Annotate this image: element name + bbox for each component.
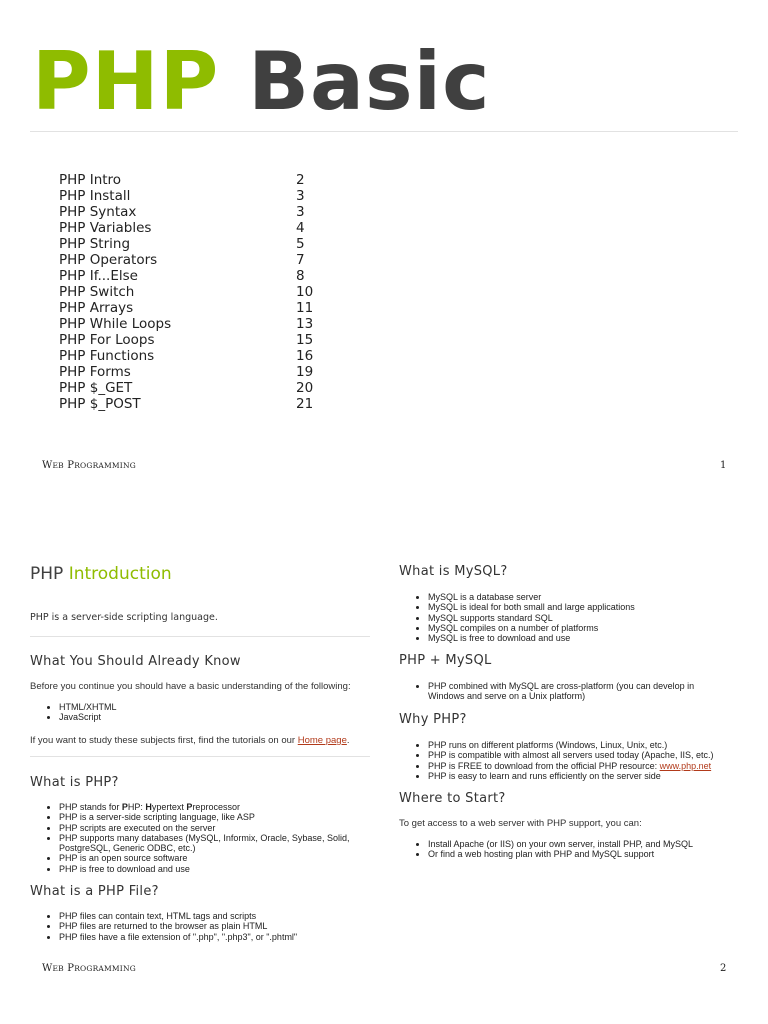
- study-text-line: [30, 735, 350, 746]
- text: PHP is FREE to download from the official PHP resource:: [428, 760, 660, 771]
- toc-title: PHP Variables: [59, 220, 152, 236]
- intro-heading: [30, 564, 172, 584]
- toc-row[interactable]: [59, 204, 339, 220]
- text: reprocessor: [192, 802, 240, 812]
- footer-p: P: [63, 460, 75, 471]
- section-divider: [30, 756, 370, 757]
- list-item: • PHP is free to download and use: [59, 864, 370, 874]
- page-number: 1: [720, 460, 727, 471]
- toc-page: 8: [296, 268, 305, 284]
- list-item: • MySQL is a database server: [428, 592, 739, 602]
- footer-p: P: [63, 963, 75, 974]
- page-1: [0, 0, 768, 500]
- toc-page: 15: [296, 332, 314, 348]
- bold-letter: H: [145, 802, 152, 812]
- list-item: • JavaScript: [59, 712, 117, 722]
- toc-row[interactable]: [59, 268, 339, 284]
- bold-letter: P: [186, 802, 193, 812]
- toc-title: PHP If...Else: [59, 268, 138, 284]
- toc-page: 11: [296, 300, 314, 316]
- list-item: • PHP is an open source software: [59, 853, 370, 863]
- toc-title: PHP Install: [59, 188, 131, 204]
- what-php-list: [30, 802, 370, 874]
- toc-title: PHP String: [59, 236, 131, 252]
- bold-letter: P: [121, 802, 128, 812]
- toc-row[interactable]: [59, 220, 339, 236]
- what-php-heading: What is PHP?: [30, 775, 119, 790]
- list-item: • MySQL compiles on a number of platforms: [428, 623, 739, 633]
- toc-page: 7: [296, 252, 305, 268]
- toc-row[interactable]: [59, 172, 339, 188]
- section-divider: [30, 636, 370, 637]
- toc-title: PHP Forms: [59, 364, 131, 380]
- toc-row[interactable]: [59, 396, 339, 412]
- intro-heading-php: PHP: [30, 564, 64, 584]
- toc-page: 21: [296, 396, 314, 412]
- toc-row[interactable]: [59, 364, 339, 380]
- footer-eb: EB: [52, 964, 64, 973]
- php-mysql-list: [399, 681, 719, 702]
- toc-row[interactable]: [59, 348, 339, 364]
- php-net-link[interactable]: www.php.net: [659, 760, 712, 771]
- footer-w: W: [42, 460, 53, 471]
- know-heading: What You Should Already Know: [30, 654, 241, 669]
- toc-row[interactable]: [59, 316, 339, 332]
- mysql-list: [399, 592, 739, 643]
- text: PHP stands for: [59, 802, 122, 812]
- list-item: • PHP runs on different platforms (Windows, Linux, Unix, etc.): [428, 740, 739, 750]
- list-item: • PHP is a server-side scripting language, like ASP: [59, 812, 370, 822]
- toc-page: 13: [296, 316, 314, 332]
- know-text: Before you continue you should have a basic understanding of the following:: [30, 681, 351, 692]
- text: HP:: [127, 802, 146, 812]
- page-footer: [42, 963, 136, 974]
- start-list: [399, 839, 739, 860]
- toc-row[interactable]: [59, 188, 339, 204]
- table-of-contents: [59, 172, 339, 412]
- toc-page: 5: [296, 236, 305, 252]
- toc-page: 3: [296, 188, 305, 204]
- start-text: To get access to a web server with PHP support, you can:: [399, 818, 642, 829]
- footer-rogramming: ROGRAMMING: [74, 964, 136, 973]
- list-item: • PHP supports many databases (MySQL, Informix, Oracle, Sybase, Solid, PostgreSQL, Generic ODBC, etc.): [59, 833, 370, 854]
- footer-eb: EB: [52, 461, 64, 470]
- study-period: .: [346, 735, 350, 746]
- list-item: • PHP scripts are executed on the server: [59, 823, 370, 833]
- toc-page: 20: [296, 380, 314, 396]
- toc-title: PHP Functions: [59, 348, 155, 364]
- toc-title: PHP Syntax: [59, 204, 137, 220]
- toc-title: PHP Intro: [59, 172, 122, 188]
- toc-page: 10: [296, 284, 314, 300]
- list-item: • MySQL is free to download and use: [428, 633, 739, 643]
- toc-page: 2: [296, 172, 305, 188]
- title-php: PHP: [32, 35, 220, 128]
- toc-title: PHP Operators: [59, 252, 158, 268]
- toc-row[interactable]: [59, 252, 339, 268]
- list-item: • PHP is compatible with almost all servers used today (Apache, IIS, etc.): [428, 750, 739, 760]
- intro-heading-introduction: Introduction: [68, 564, 172, 584]
- toc-title: PHP For Loops: [59, 332, 155, 348]
- list-item: • PHP is easy to learn and runs efficiently on the server side: [428, 771, 739, 781]
- toc-row[interactable]: [59, 284, 339, 300]
- why-php-heading: Why PHP?: [399, 712, 467, 727]
- php-file-heading: What is a PHP File?: [30, 884, 159, 899]
- list-item: [59, 802, 370, 812]
- intro-text: PHP is a server-side scripting language.: [30, 612, 218, 623]
- mysql-heading: What is MySQL?: [399, 564, 508, 579]
- toc-row[interactable]: [59, 380, 339, 396]
- title-divider: [30, 131, 738, 132]
- list-item: • MySQL supports standard SQL: [428, 613, 739, 623]
- list-item: • PHP combined with MySQL are cross-platform (you can develop in Windows and serve on a Unix platform): [428, 681, 719, 702]
- study-text: If you want to study these subjects first, find the tutorials on our: [30, 735, 296, 746]
- toc-page: 19: [296, 364, 314, 380]
- toc-title: PHP While Loops: [59, 316, 172, 332]
- page-2: [0, 500, 768, 1024]
- list-item: • PHP files can contain text, HTML tags and scripts: [59, 911, 370, 921]
- document-title: [32, 34, 491, 130]
- list-item: • PHP files have a file extension of ".php", ".php3", or ".phtml": [59, 932, 370, 942]
- toc-title: PHP Arrays: [59, 300, 134, 316]
- toc-title: PHP $_GET: [59, 380, 133, 396]
- toc-row[interactable]: [59, 300, 339, 316]
- toc-page: 16: [296, 348, 314, 364]
- list-item: • HTML/XHTML: [59, 702, 117, 712]
- home-page-link[interactable]: Home page: [297, 735, 347, 746]
- list-item: • PHP files are returned to the browser as plain HTML: [59, 921, 370, 931]
- title-basic: Basic: [248, 35, 491, 128]
- list-item: • Or find a web hosting plan with PHP and MySQL support: [428, 849, 739, 859]
- toc-title: PHP Switch: [59, 284, 135, 300]
- why-php-list: [399, 740, 739, 781]
- footer-rogramming: ROGRAMMING: [74, 461, 136, 470]
- toc-page: 3: [296, 204, 305, 220]
- list-item: • MySQL is ideal for both small and large applications: [428, 602, 739, 612]
- toc-row[interactable]: [59, 332, 339, 348]
- php-file-list: [30, 911, 370, 942]
- know-list: [30, 702, 117, 723]
- toc-title: PHP $_POST: [59, 396, 141, 412]
- list-item: [428, 761, 739, 771]
- text: ypertext: [151, 802, 187, 812]
- list-item: • Install Apache (or IIS) on your own server, install PHP, and MySQL: [428, 839, 739, 849]
- page-footer: [42, 460, 136, 471]
- footer-w: W: [42, 963, 53, 974]
- toc-row[interactable]: [59, 236, 339, 252]
- toc-page: 4: [296, 220, 305, 236]
- where-start-heading: Where to Start?: [399, 791, 506, 806]
- page-number: 2: [720, 963, 727, 974]
- php-mysql-heading: PHP + MySQL: [399, 653, 492, 668]
